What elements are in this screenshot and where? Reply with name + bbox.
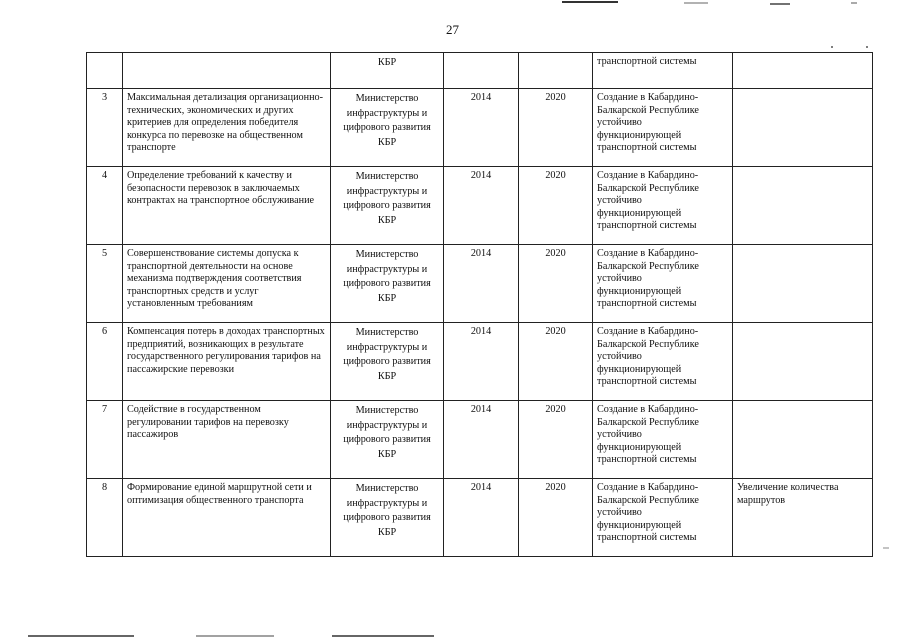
cell-end-year: 2020 — [519, 245, 593, 323]
cell-start-year: 2014 — [444, 245, 519, 323]
cell-description: Содействие в государственном регулировании тарифов на перевозку пассажиров — [123, 401, 331, 479]
cell-result: Создание в Кабардино-Балкарской Республике устойчиво функционирующей транспортной системы — [593, 479, 733, 557]
table-row — [87, 323, 873, 401]
cell-executor: Министерство инфраструктуры и цифрового развития КБР — [331, 167, 444, 245]
cell-description: Компенсация потерь в доходах транспортных предприятий, возникающих в результате государственного регулирования тарифов на пассажирские перевозки — [123, 323, 331, 401]
cell-description — [123, 53, 331, 89]
cell-result: Создание в Кабардино-Балкарской Республике устойчиво функционирующей транспортной системы — [593, 167, 733, 245]
cell-number — [87, 53, 123, 89]
table-body — [87, 53, 873, 557]
cell-result: Создание в Кабардино-Балкарской Республике устойчиво функционирующей транспортной системы — [593, 323, 733, 401]
cell-start-year: 2014 — [444, 167, 519, 245]
cell-executor: Министерство инфраструктуры и цифрового развития КБР — [331, 323, 444, 401]
cell-executor: Министерство инфраструктуры и цифрового развития КБР — [331, 401, 444, 479]
cell-indicator: Увеличение количества маршрутов — [733, 479, 873, 557]
cell-result: Создание в Кабардино-Балкарской Республике устойчиво функционирующей транспортной системы — [593, 245, 733, 323]
cell-result: Создание в Кабардино-Балкарской Республике устойчиво функционирующей транспортной системы — [593, 89, 733, 167]
cell-executor: Министерство инфраструктуры и цифрового развития КБР — [331, 245, 444, 323]
page-number: 27 — [446, 22, 459, 37]
cell-end-year: 2020 — [519, 167, 593, 245]
cell-end-year: 2020 — [519, 401, 593, 479]
cell-end-year: 2020 — [519, 89, 593, 167]
cell-start-year: 2014 — [444, 323, 519, 401]
cell-start-year: 2014 — [444, 401, 519, 479]
cell-indicator — [733, 323, 873, 401]
cell-indicator — [733, 53, 873, 89]
cell-number: 6 — [87, 323, 123, 401]
table-row-continued — [87, 53, 873, 89]
cell-end-year — [519, 53, 593, 89]
cell-end-year: 2020 — [519, 479, 593, 557]
table-row — [87, 167, 873, 245]
cell-description: Максимальная детализация организационно-технических, экономических и других критериев для определения победителя конкурса по перевозке на общественном транспорте — [123, 89, 331, 167]
cell-number: 3 — [87, 89, 123, 167]
cell-number: 5 — [87, 245, 123, 323]
cell-description: Определение требований к качеству и безопасности перевозок в заключаемых контрактах на транспортное обслуживание — [123, 167, 331, 245]
cell-start-year: 2014 — [444, 479, 519, 557]
cell-number: 4 — [87, 167, 123, 245]
measures-table — [86, 52, 873, 557]
cell-executor: Министерство инфраструктуры и цифрового развития КБР — [331, 89, 444, 167]
table-row — [87, 401, 873, 479]
cell-start-year: 2014 — [444, 89, 519, 167]
cell-number: 8 — [87, 479, 123, 557]
cell-indicator — [733, 245, 873, 323]
cell-end-year: 2020 — [519, 323, 593, 401]
table-row — [87, 89, 873, 167]
cell-description: Совершенствование системы допуска к транспортной деятельности на основе механизма подтверждения соответствия транспортных средств и услуг установленным требованиям — [123, 245, 331, 323]
cell-result: транспортной системы — [593, 53, 733, 89]
cell-executor: КБР — [331, 53, 444, 89]
table-row — [87, 479, 873, 557]
cell-description: Формирование единой маршрутной сети и оптимизация общественного транспорта — [123, 479, 331, 557]
cell-start-year — [444, 53, 519, 89]
cell-indicator — [733, 89, 873, 167]
cell-executor: Министерство инфраструктуры и цифрового развития КБР — [331, 479, 444, 557]
cell-indicator — [733, 401, 873, 479]
cell-result: Создание в Кабардино-Балкарской Республике устойчиво функционирующей транспортной системы — [593, 401, 733, 479]
table-row — [87, 245, 873, 323]
cell-indicator — [733, 167, 873, 245]
cell-number: 7 — [87, 401, 123, 479]
